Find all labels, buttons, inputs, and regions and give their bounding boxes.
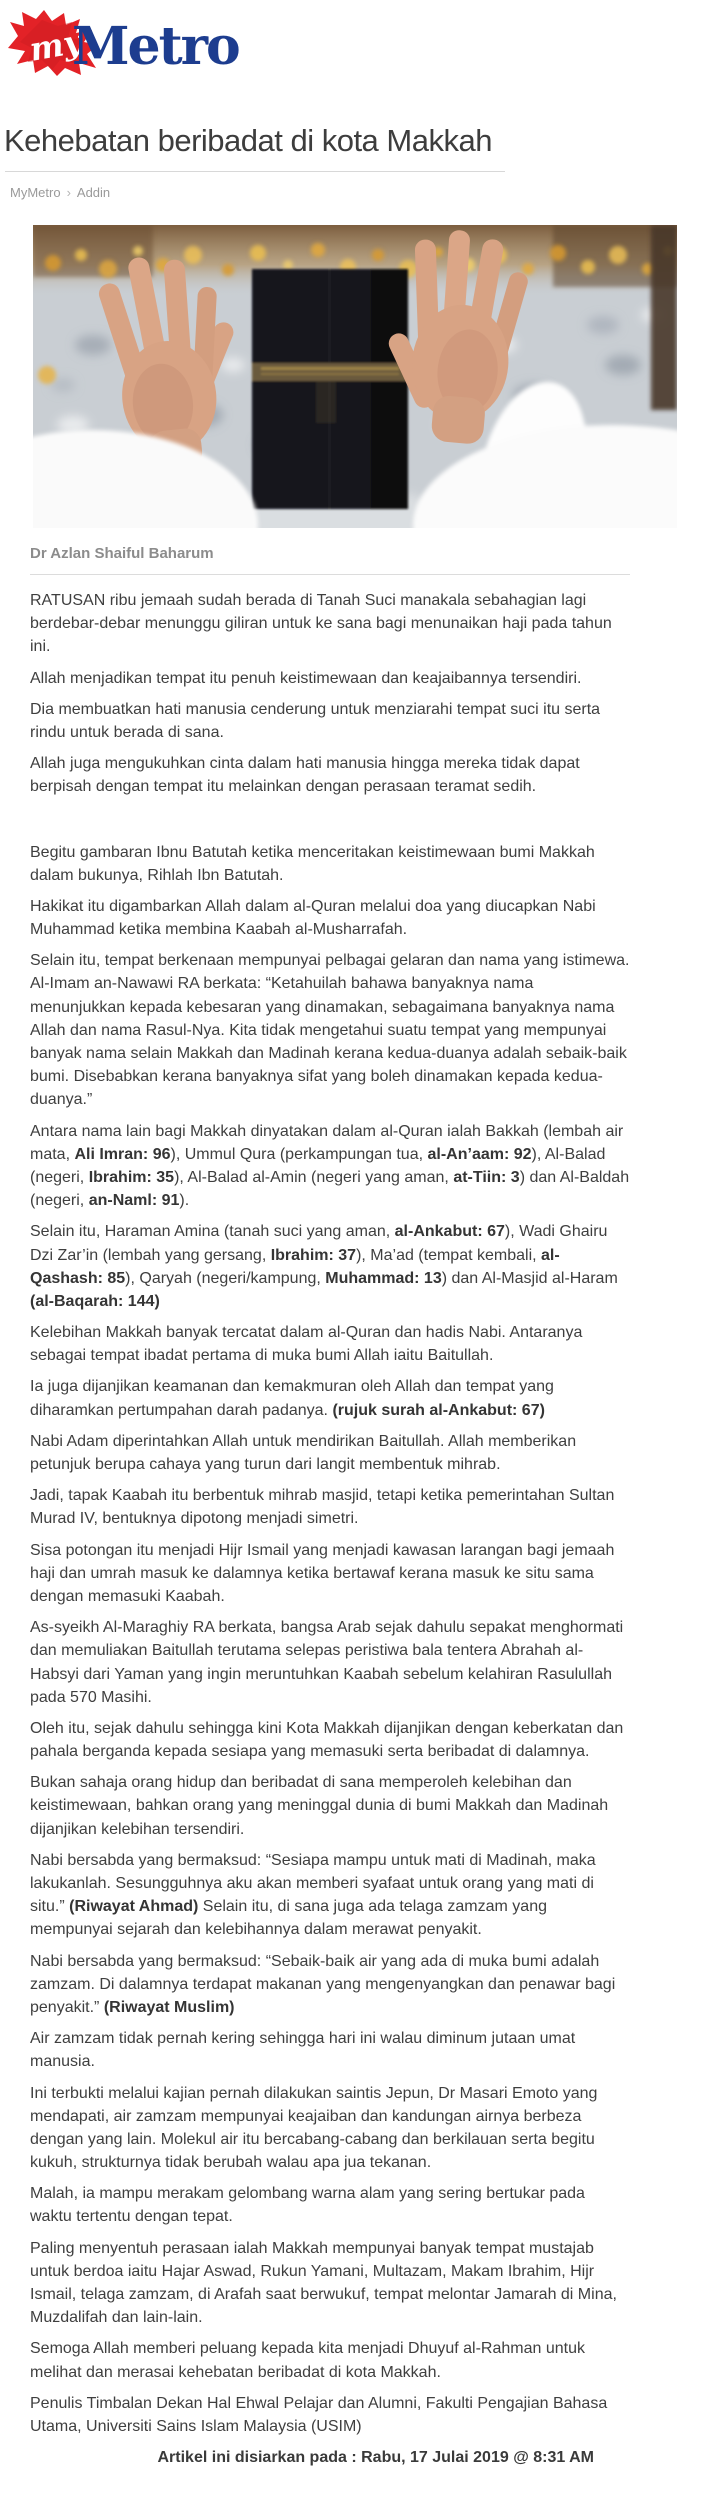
breadcrumb bbox=[10, 185, 704, 200]
article-paragraph: Selain itu, Haraman Amina (tanah suci yang aman, al-Ankabut: 67), Wadi Ghairu Dzi Zar’in (lembah yang gersang, Ibrahim: 37), Ma’ad (tempat kembali, al-Qashash: 85), Qaryah (negeri/kampung, Muhammad: 13) dan Al-Masjid al-Haram (al-Baqarah: 144) bbox=[30, 1223, 618, 1310]
mymetro-logo-art bbox=[8, 10, 248, 76]
article-paragraph: Malah, ia mampu merakam gelombang warna alam yang sering bertukar pada waktu tertentu dengan tepat. bbox=[30, 2185, 585, 2226]
article-paragraph: Ini terbukti melalui kajian pernah dilakukan saintis Jepun, Dr Masari Emoto yang mendapati, air zamzam mempunyai keajaiban dan kandungan airnya berbeza dengan yang lain. Molekul air itu bercabang-cabang dan berkilauan serta begitu kukuh, strukturnya tidak berubah walau apa jua tekanan. bbox=[30, 2084, 598, 2172]
chevron-right-icon: › bbox=[66, 185, 71, 200]
article-hero-image bbox=[33, 225, 677, 528]
article-paragraph: Bukan sahaja orang hidup dan beribadat di sana memperoleh kelebihan dan keistimewaan, bahkan orang yang meninggal dunia di bumi Makkah dan Madinah dijanjikan kelebihan tersendiri. bbox=[30, 1774, 609, 1838]
article-paragraph: Nabi bersabda yang bermaksud: “Sebaik-baik air yang ada di muka bumi adalah zamzam. Di dalamnya terdapat makanan yang mengenyangkan dan penawar bagi penyakit.” (Riwayat Muslim) bbox=[30, 1952, 616, 2016]
kaaba-illustration bbox=[252, 269, 408, 509]
article-paragraph: Penulis Timbalan Dekan Hal Ehwal Pelajar dan Alumni, Fakulti Pengajian Bahasa Utama, Universiti Sains Islam Malaysia (USIM) bbox=[30, 2394, 608, 2435]
publish-timestamp: Artikel ini disiarkan pada : Rabu, 17 Julai 2019 @ 8:31 AM bbox=[157, 2449, 594, 2467]
hero-pillar bbox=[651, 225, 677, 410]
article-paragraph: Begitu gambaran Ibnu Batutah ketika menceritakan keistimewaan bumi Makkah dalam bukunya, Rihlah Ibn Batutah. bbox=[30, 843, 595, 884]
article-paragraph: RATUSAN ribu jemaah sudah berada di Tanah Suci manakala sebahagian lagi berdebar-debar menunggu giliran untuk ke sana bagi menunaikan haji pada tahun ini. bbox=[30, 592, 612, 656]
article-paragraph: Antara nama lain bagi Makkah dinyatakan dalam al-Quran ialah Bakkah (lembah air mata, Ali Imran: 96), Ummul Qura (perkampungan tua, al-An’aam: 92), Al-Balad (negeri, Ibrahim: 35), Al-Balad al-Amin (negeri yang aman, at-Tiin: 3) dan Al-Baldah (negeri, an-Naml: 91). bbox=[30, 1122, 630, 1210]
article-paragraph: Allah menjadikan tempat itu penuh keistimewaan dan keajaibannya tersendiri. bbox=[30, 669, 582, 687]
article-paragraph: Hakikat itu digambarkan Allah dalam al-Quran melalui doa yang diucapkan Nabi Muhammad ketika membina Kaabah al-Musharrafah. bbox=[30, 897, 596, 939]
mymetro-logo[interactable] bbox=[8, 10, 248, 81]
article-paragraph: As-syeikh Al-Maraghiy RA berkata, bangsa Arab sejak dahulu sepakat menghormati dan memuliakan Baitullah terutama selepas peristiwa bala tentera Abrahah al-Habsyi dari Yaman yang ingin meruntuhkan Kaabah sebelum kelahiran Rasulullah pada 570 Masihi. bbox=[30, 1619, 624, 1706]
logo-my-text: my bbox=[26, 22, 85, 69]
article-body bbox=[30, 589, 630, 2469]
breadcrumb-link-addin[interactable]: Addin bbox=[76, 185, 111, 200]
article-title: Kehebatan beribadat di kota Makkah bbox=[4, 123, 492, 158]
article-paragraph: Nabi bersabda yang bermaksud: “Sesiapa mampu untuk mati di Madinah, maka lakukanlah. Sesungguhnya aku akan memberi syafaat untuk orang yang mati di situ.” (Riwayat Ahmad) Selain itu, di sana juga ada telaga zamzam yang mempunyai sejarah dan kelebihannya dalam merawat penyakit. bbox=[30, 1851, 596, 1939]
hero-kaaba-hands-art bbox=[33, 225, 677, 528]
article-paragraph: Allah juga mengukuhkan cinta dalam hati manusia hingga mereka tidak dapat berpisah dengan tempat itu melainkan dengan perasaan teramat sedih. bbox=[30, 755, 580, 796]
article-paragraph: Oleh itu, sejak dahulu sehingga kini Kota Makkah dijanjikan dengan keberkatan dan pahala berganda kepada sesiapa yang memasuki serta beribadat di dalamnya. bbox=[30, 1719, 624, 1761]
article-paragraph: Nabi Adam diperintahkan Allah untuk mendirikan Baitullah. Allah memberikan petunjuk berupa cahaya yang turun dari langit membentuk mihrab. bbox=[30, 1432, 577, 1473]
article-paragraph: Sisa potongan itu menjadi Hijr Ismail yang menjadi kawasan larangan bagi jemaah haji dan umrah masuk ke dalamnya ketika bertawaf kerana masuk ke situ sama dengan memasuki Kaabah. bbox=[30, 1541, 615, 1605]
article-paragraph: Kelebihan Makkah banyak tercatat dalam al-Quran dan hadis Nabi. Antaranya sebagai tempat ibadat pertama di muka bumi Allah iaitu Baitullah. bbox=[30, 1324, 583, 1365]
article-paragraph: Semoga Allah memberi peluang kepada kita menjadi Dhuyuf al-Rahman untuk melihat dan merasai kehebatan beribadat di kota Makkah. bbox=[30, 2340, 585, 2381]
article-paragraph: Air zamzam tidak pernah kering sehingga hari ini walau diminum jutaan umat manusia. bbox=[30, 2030, 576, 2071]
article-paragraph: Jadi, tapak Kaabah itu berbentuk mihrab masjid, tetapi ketika pemerintahan Sultan Murad IV, bentuknya dipotong menjadi simetri. bbox=[30, 1487, 615, 1528]
article-paragraph: Ia juga dijanjikan keamanan dan kemakmuran oleh Allah dan tempat yang diharamkan pertumpahan darah padanya. (rujuk surah al-Ankabut: 67) bbox=[30, 1378, 554, 1419]
ad-placeholder bbox=[30, 807, 630, 841]
article-paragraph: Dia membuatkan hati manusia cenderung untuk menziarahi tempat suci itu serta rindu untuk berada di sana. bbox=[30, 700, 601, 741]
header-divider bbox=[5, 171, 505, 172]
article-rest-paragraphs bbox=[30, 841, 630, 2439]
article-paragraph: Selain itu, tempat berkenaan mempunyai pelbagai gelaran dan nama yang istimewa. Al-Imam an-Nawawi RA berkata: “Ketahuilah bahawa banyaknya nama menunjukkan kepada kebesaran yang dinamakan, sebagaimana banyaknya nama Allah dan nama Rasul-Nya. Kita tidak mengetahui suatu tempat yang mempunyai banyak nama selain Makkah dan Madinah kerana kedua-duanya adalah sebaik-baik bumi. Disebabkan kerana banyaknya sifat yang boleh dinamakan kepada kedua-duanya.” bbox=[30, 952, 630, 1109]
article-paragraph: Paling menyentuh perasaan ialah Makkah mempunyai banyak tempat mustajab untuk berdoa iaitu Hajar Aswad, Rukun Yamani, Multazam, Makam Ibrahim, Hijr Ismail, telaga zamzam, di Arafah saat berwukuf, tempat melontar Jamarah di Mina, Muzdalifah dan lain-lain. bbox=[30, 2239, 617, 2327]
article-intro-paragraphs bbox=[30, 589, 630, 799]
logo-metro-text: Metro bbox=[72, 16, 239, 76]
author-byline: Dr Azlan Shaiful Baharum bbox=[30, 545, 214, 562]
breadcrumb-link-mymetro[interactable]: MyMetro bbox=[10, 185, 61, 200]
byline-divider bbox=[30, 574, 630, 575]
